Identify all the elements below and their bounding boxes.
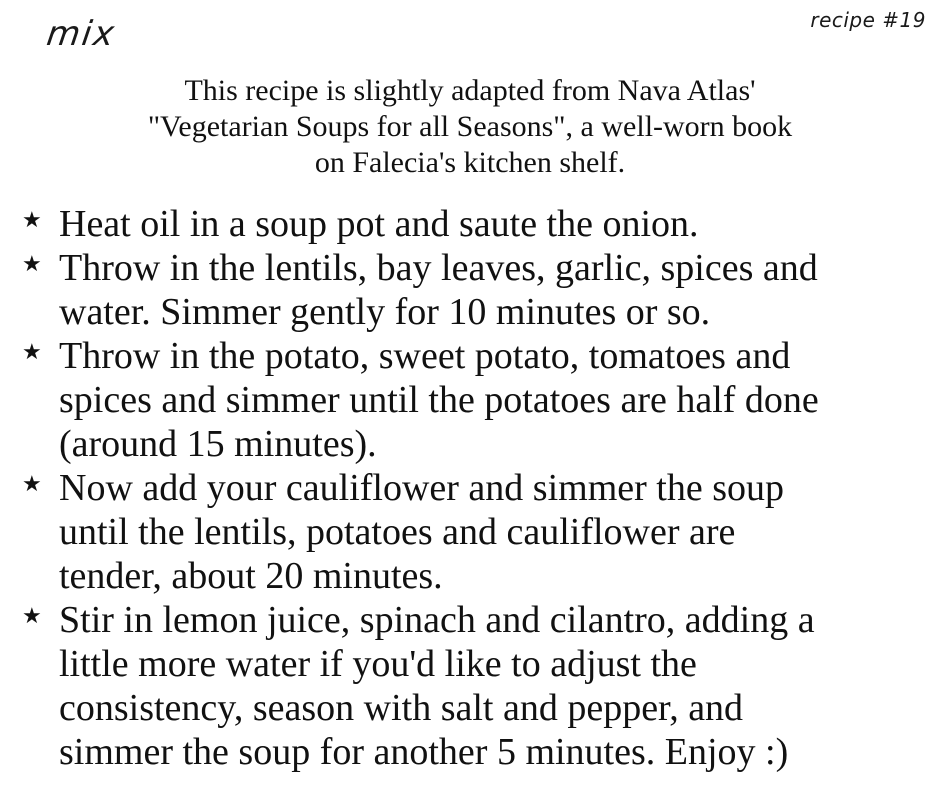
step-line: Now add your cauliflower and simmer the soup bbox=[59, 467, 784, 509]
star-icon: ★ bbox=[22, 252, 42, 277]
step-item bbox=[22, 202, 934, 246]
step-line: spices and simmer until the potatoes are half done bbox=[59, 379, 819, 421]
step-item bbox=[22, 246, 934, 334]
step-item bbox=[22, 598, 934, 774]
step-line: (around 15 minutes). bbox=[59, 423, 377, 465]
step-item bbox=[22, 466, 934, 598]
step-line: water. Simmer gently for 10 minutes or so. bbox=[59, 291, 711, 333]
recipe-number: recipe #19 bbox=[810, 8, 926, 32]
step-line: Heat oil in a soup pot and saute the onion. bbox=[59, 203, 699, 245]
step-line: consistency, season with salt and pepper, and bbox=[59, 687, 744, 729]
intro-line: This recipe is slightly adapted from Nava Atlas' bbox=[184, 74, 756, 107]
step-item bbox=[22, 334, 934, 466]
section-title: mix bbox=[44, 14, 119, 54]
star-icon: ★ bbox=[22, 340, 42, 365]
step-line: tender, about 20 minutes. bbox=[59, 555, 443, 597]
steps-list bbox=[22, 202, 934, 774]
intro-line: "Vegetarian Soups for all Seasons", a well-worn book bbox=[147, 110, 793, 143]
step-line: simmer the soup for another 5 minutes. Enjoy :) bbox=[59, 731, 789, 773]
star-icon: ★ bbox=[22, 604, 42, 629]
step-line: little more water if you'd like to adjust the bbox=[59, 643, 697, 685]
intro-line: on Falecia's kitchen shelf. bbox=[314, 146, 626, 179]
intro-paragraph bbox=[0, 73, 940, 181]
step-line: Throw in the lentils, bay leaves, garlic, spices and bbox=[59, 247, 818, 289]
step-line: Throw in the potato, sweet potato, tomatoes and bbox=[59, 335, 791, 377]
step-line: Stir in lemon juice, spinach and cilantro, adding a bbox=[59, 599, 815, 641]
star-icon: ★ bbox=[22, 472, 42, 497]
star-icon: ★ bbox=[22, 208, 42, 233]
step-line: until the lentils, potatoes and cauliflower are bbox=[59, 511, 736, 553]
